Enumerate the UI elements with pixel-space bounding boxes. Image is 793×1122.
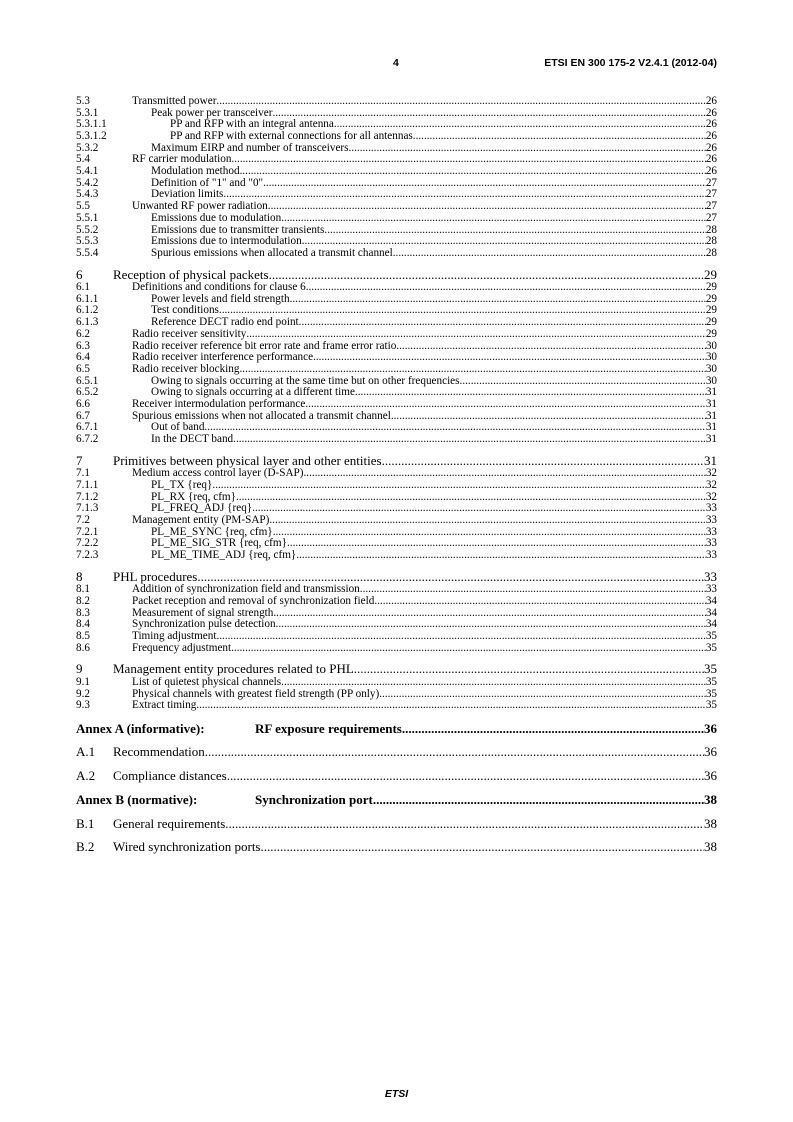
- toc-number: 9: [76, 661, 83, 677]
- toc-leader: [382, 453, 704, 469]
- toc-page: 29: [705, 304, 717, 317]
- toc-title: PL_FREQ_ADJ {req}: [151, 502, 253, 515]
- toc-number: 7.2.3: [76, 549, 99, 562]
- toc-number: 8.1: [76, 583, 90, 596]
- toc-page: 33: [705, 549, 717, 562]
- toc-entry[interactable]: [76, 768, 717, 784]
- toc-title: Out of band: [151, 421, 205, 434]
- toc-title: PP and RFP with external connections for all antennas: [170, 130, 413, 143]
- toc-entry[interactable]: [76, 96, 717, 108]
- toc-leader: [393, 248, 706, 260]
- toc-number: 6.1.3: [76, 316, 99, 329]
- toc-number: 7.1.3: [76, 502, 99, 515]
- toc-number: 6.1.1: [76, 292, 99, 305]
- toc-number: 7.1: [76, 467, 90, 480]
- toc-entry[interactable]: [76, 213, 717, 225]
- toc-title: Owing to signals occurring at the same time but on other frequencies: [151, 374, 460, 387]
- toc-page: 33: [705, 513, 717, 526]
- toc-entry[interactable]: [76, 453, 717, 469]
- toc-leader: [290, 294, 706, 306]
- toc-title: Maximum EIRP and number of transceivers: [151, 141, 349, 154]
- toc-entry[interactable]: [76, 569, 717, 585]
- toc-leader: [273, 527, 706, 539]
- toc-page: 35: [704, 661, 717, 677]
- toc-number: 6.6: [76, 397, 90, 410]
- toc-title: Physical channels with greatest field strength (PP only): [132, 687, 380, 700]
- toc-number: 7.2: [76, 513, 90, 526]
- toc-number: 5.5.2: [76, 223, 99, 236]
- toc-entry[interactable]: [76, 131, 717, 143]
- toc-number: 6.1: [76, 281, 90, 294]
- toc-number: 6.5.2: [76, 386, 99, 399]
- toc-leader: [373, 792, 704, 808]
- toc-title: Definition of "1" and "0": [151, 176, 264, 189]
- toc-title: Test conditions: [151, 304, 219, 317]
- toc-leader: [324, 225, 705, 237]
- toc-number: 7.1.1: [76, 478, 99, 491]
- toc-number: 8.6: [76, 641, 90, 654]
- toc-number: 5.5.4: [76, 246, 99, 259]
- toc-number: 5.5.1: [76, 211, 99, 224]
- toc-number: 8: [76, 568, 83, 584]
- toc-entry[interactable]: [76, 631, 717, 643]
- toc-leader: [313, 352, 706, 364]
- toc-leader: [306, 282, 706, 294]
- toc-leader: [396, 341, 706, 353]
- toc-entry[interactable]: [76, 744, 717, 760]
- toc-leader: [460, 376, 706, 388]
- toc-title: Timing adjustment: [132, 629, 217, 642]
- toc-annex-entry[interactable]: [76, 792, 717, 808]
- toc-leader: [374, 596, 706, 608]
- toc-title: RF exposure requirements: [255, 720, 402, 736]
- toc-page: 31: [705, 386, 717, 399]
- toc-page: 26: [705, 94, 717, 107]
- toc-entry[interactable]: [76, 515, 717, 527]
- toc-page: 31: [704, 452, 717, 468]
- toc-number: 7.1.2: [76, 490, 99, 503]
- toc-title: Reference DECT radio end point: [151, 316, 299, 329]
- toc-leader: [349, 143, 706, 155]
- toc-title: Unwanted RF power radiation: [132, 200, 268, 213]
- toc-leader: [354, 661, 704, 677]
- toc-number: 5.3.1.1: [76, 118, 107, 131]
- toc-number: 9.3: [76, 699, 90, 712]
- toc-page: 29: [704, 266, 717, 282]
- toc-leader: [281, 677, 706, 689]
- toc-number: 6.5.1: [76, 374, 99, 387]
- toc-entry[interactable]: [76, 399, 717, 411]
- toc-entry[interactable]: [76, 700, 717, 712]
- toc-leader: [236, 492, 706, 504]
- toc-page: 33: [705, 525, 717, 538]
- toc-page: 32: [705, 467, 717, 480]
- toc-title: Frequency adjustment: [132, 641, 232, 654]
- toc-annex-label: Annex A (informative):: [76, 720, 205, 736]
- toc-page: 35: [705, 699, 717, 712]
- toc-title: PL_TX {req}: [151, 478, 213, 491]
- toc-page: 27: [705, 211, 717, 224]
- toc-entry[interactable]: [76, 329, 717, 341]
- toc-number: 5.4.3: [76, 188, 99, 201]
- toc-entry[interactable]: [76, 677, 717, 689]
- toc-title: PL_ME_SYNC {req, cfm}: [151, 525, 273, 538]
- toc-title: Radio receiver blocking: [132, 362, 240, 375]
- toc-leader: [204, 422, 705, 434]
- toc-page: 31: [705, 409, 717, 422]
- toc-leader: [227, 768, 704, 784]
- toc-page: 26: [705, 153, 717, 166]
- toc-entry[interactable]: [76, 434, 717, 446]
- toc-entry[interactable]: [76, 550, 717, 562]
- toc-number: 7.2.2: [76, 537, 99, 550]
- toc-leader: [223, 189, 705, 201]
- toc-title: Modulation method: [151, 165, 240, 178]
- toc-number: 8.3: [76, 606, 90, 619]
- toc-title: Peak power per transceiver: [151, 106, 273, 119]
- toc-page: 28: [705, 235, 717, 248]
- toc-number: B.2: [76, 839, 95, 855]
- toc-page: 32: [705, 478, 717, 491]
- toc-title: RF carrier modulation: [132, 153, 232, 166]
- toc-title: PL_ME_TIME_ADJ {req, cfm}: [151, 549, 297, 562]
- toc-leader: [233, 434, 706, 446]
- toc-leader: [216, 631, 705, 643]
- document-id: ETSI EN 300 175-2 V2.4.1 (2012-04): [544, 57, 717, 69]
- toc-page: 27: [705, 188, 717, 201]
- toc-title: Receiver intermodulation performance: [132, 397, 306, 410]
- toc-title: Emissions due to modulation: [151, 211, 282, 224]
- toc-leader: [287, 538, 706, 550]
- toc-title: Emissions due to transmitter transients: [151, 223, 325, 236]
- toc-title: Wired synchronization ports: [113, 839, 261, 855]
- toc-page: 26: [705, 130, 717, 143]
- toc-title: PL_RX {req, cfm}: [151, 490, 236, 503]
- toc-leader: [269, 515, 705, 527]
- toc-title: Spurious emissions when not allocated a transmit channel: [132, 409, 391, 422]
- toc-page: 30: [705, 362, 717, 375]
- toc-entry[interactable]: [76, 661, 717, 677]
- toc-entry[interactable]: [76, 596, 717, 608]
- toc-leader: [212, 480, 705, 492]
- toc-leader: [272, 108, 705, 120]
- toc-number: 5.3.1: [76, 106, 99, 119]
- toc-page: 30: [705, 374, 717, 387]
- toc-number: 6.7.2: [76, 433, 99, 446]
- toc-title: Synchronization pulse detection: [132, 618, 276, 631]
- toc-entry[interactable]: [76, 816, 717, 832]
- toc-title: Medium access control layer (D-SAP): [132, 467, 304, 480]
- toc-leader: [252, 503, 706, 515]
- toc-page: 36: [704, 744, 717, 760]
- toc-leader: [197, 569, 704, 585]
- toc-annex-entry[interactable]: [76, 721, 717, 737]
- toc-page: 36: [704, 720, 717, 736]
- toc-title: PP and RFP with an integral antenna: [170, 118, 334, 131]
- toc-title: Reception of physical packets: [113, 266, 269, 282]
- toc-title: Deviation limits: [151, 188, 224, 201]
- toc-title: Emissions due to intermodulation: [151, 235, 302, 248]
- toc-page: 35: [705, 675, 717, 688]
- toc-title: Synchronization port: [255, 792, 373, 808]
- toc-number: 6.1.2: [76, 304, 99, 317]
- toc-leader: [239, 364, 705, 376]
- toc-number: 9.1: [76, 675, 90, 688]
- toc-title: Management entity (PM-SAP): [132, 513, 270, 526]
- table-of-contents: [76, 96, 717, 855]
- toc-title: Addition of synchronization field and transmission: [132, 583, 360, 596]
- toc-leader: [269, 267, 704, 283]
- toc-number: 5.4.2: [76, 176, 99, 189]
- toc-number: 6.5: [76, 362, 90, 375]
- toc-leader: [281, 213, 706, 225]
- toc-page: 29: [705, 327, 717, 340]
- toc-number: 6.4: [76, 351, 90, 364]
- toc-leader: [305, 399, 705, 411]
- toc-number: 5.5.3: [76, 235, 99, 248]
- toc-page: 30: [705, 351, 717, 364]
- toc-entry[interactable]: [76, 267, 717, 283]
- toc-entry[interactable]: [76, 364, 717, 376]
- toc-leader: [216, 96, 705, 108]
- toc-page: 27: [705, 176, 717, 189]
- toc-page: 33: [705, 537, 717, 550]
- toc-title: Spurious emissions when allocated a transmit channel: [151, 246, 393, 259]
- toc-title: Extract timing: [132, 699, 197, 712]
- toc-page: 27: [705, 200, 717, 213]
- toc-title: PHL procedures: [113, 568, 198, 584]
- toc-page: 34: [705, 594, 717, 607]
- toc-page: 31: [705, 397, 717, 410]
- toc-page: 36: [704, 767, 717, 783]
- toc-title: Owing to signals occurring at a different time: [151, 386, 355, 399]
- toc-page: 35: [705, 641, 717, 654]
- toc-entry[interactable]: [76, 643, 717, 655]
- toc-leader: [355, 387, 706, 399]
- toc-title: PL_ME_SIG_STR {req, cfm}: [151, 537, 287, 550]
- toc-title: Measurement of signal strength: [132, 606, 274, 619]
- toc-number: 5.3.1.2: [76, 130, 107, 143]
- toc-leader: [273, 608, 705, 620]
- toc-number: 5.3: [76, 94, 90, 107]
- toc-annex-label: Annex B (normative):: [76, 792, 198, 808]
- toc-leader: [231, 154, 705, 166]
- toc-title: Radio receiver reference bit error rate and frame error ratio: [132, 339, 397, 352]
- toc-number: B.1: [76, 815, 95, 831]
- page-number: 4: [393, 57, 399, 69]
- toc-number: 7: [76, 452, 83, 468]
- toc-page: 26: [705, 165, 717, 178]
- toc-page: 34: [705, 606, 717, 619]
- toc-entry[interactable]: [76, 480, 717, 492]
- toc-number: 8.5: [76, 629, 90, 642]
- toc-leader: [276, 619, 706, 631]
- toc-leader: [296, 550, 706, 562]
- toc-leader: [299, 317, 706, 329]
- toc-leader: [263, 178, 706, 190]
- toc-title: Power levels and field strength: [151, 292, 290, 305]
- toc-number: A.1: [76, 744, 96, 760]
- toc-number: 7.2.1: [76, 525, 99, 538]
- toc-page: 38: [704, 839, 717, 855]
- toc-page: 35: [705, 687, 717, 700]
- toc-page: 33: [705, 502, 717, 515]
- toc-page: 29: [705, 281, 717, 294]
- toc-title: Management entity procedures related to PHL: [113, 661, 354, 677]
- toc-page: 38: [704, 792, 717, 808]
- toc-leader: [240, 166, 706, 178]
- toc-leader: [304, 468, 706, 480]
- toc-entry[interactable]: [76, 248, 717, 260]
- toc-leader: [205, 744, 704, 760]
- toc-page: 28: [705, 246, 717, 259]
- toc-number: 6.7: [76, 409, 90, 422]
- toc-page: 31: [705, 421, 717, 434]
- toc-leader: [231, 643, 706, 655]
- toc-title: General requirements: [113, 815, 226, 831]
- toc-number: 9.2: [76, 687, 90, 700]
- toc-number: 5.3.2: [76, 141, 99, 154]
- toc-leader: [391, 411, 706, 423]
- toc-number: 8.2: [76, 594, 90, 607]
- toc-number: 5.4.1: [76, 165, 99, 178]
- toc-title: Recommendation: [113, 744, 205, 760]
- toc-page: 26: [705, 118, 717, 131]
- toc-leader: [413, 131, 706, 143]
- toc-leader: [225, 816, 704, 832]
- toc-title: Primitives between physical layer and other entities: [113, 452, 382, 468]
- toc-page: 31: [705, 433, 717, 446]
- toc-leader: [261, 839, 705, 855]
- toc-number: A.2: [76, 767, 96, 783]
- toc-title: Definitions and conditions for clause 6: [132, 281, 306, 294]
- toc-leader: [246, 329, 705, 341]
- toc-title: Radio receiver interference performance: [132, 351, 314, 364]
- toc-title: Transmitted power: [132, 94, 217, 107]
- toc-page: 26: [705, 141, 717, 154]
- footer-publisher: ETSI: [384, 1088, 409, 1100]
- toc-number: 6.3: [76, 339, 90, 352]
- toc-entry[interactable]: [76, 839, 717, 855]
- toc-leader: [268, 201, 706, 213]
- toc-number: 6.7.1: [76, 421, 99, 434]
- toc-leader: [402, 721, 704, 737]
- toc-page: 30: [705, 339, 717, 352]
- toc-number: 8.4: [76, 618, 90, 631]
- toc-page: 29: [705, 316, 717, 329]
- toc-title: Radio receiver sensitivity: [132, 327, 247, 340]
- toc-page: 33: [705, 583, 717, 596]
- toc-title: List of quietest physical channels: [132, 675, 282, 688]
- toc-title: Compliance distances: [113, 767, 227, 783]
- toc-number: 6.2: [76, 327, 90, 340]
- toc-title: In the DECT band: [151, 433, 234, 446]
- toc-leader: [379, 689, 706, 701]
- toc-page: 32: [705, 490, 717, 503]
- toc-page: 33: [704, 568, 717, 584]
- toc-page: 38: [704, 815, 717, 831]
- toc-page: 35: [705, 629, 717, 642]
- toc-leader: [360, 584, 706, 596]
- toc-number: 5.4: [76, 153, 90, 166]
- toc-number: 5.5: [76, 200, 90, 213]
- toc-title: Packet reception and removal of synchronization field: [132, 594, 375, 607]
- toc-number: 6: [76, 266, 83, 282]
- toc-page: 26: [705, 106, 717, 119]
- toc-page: 29: [705, 292, 717, 305]
- toc-leader: [196, 700, 706, 712]
- toc-page: 28: [705, 223, 717, 236]
- toc-page: 34: [705, 618, 717, 631]
